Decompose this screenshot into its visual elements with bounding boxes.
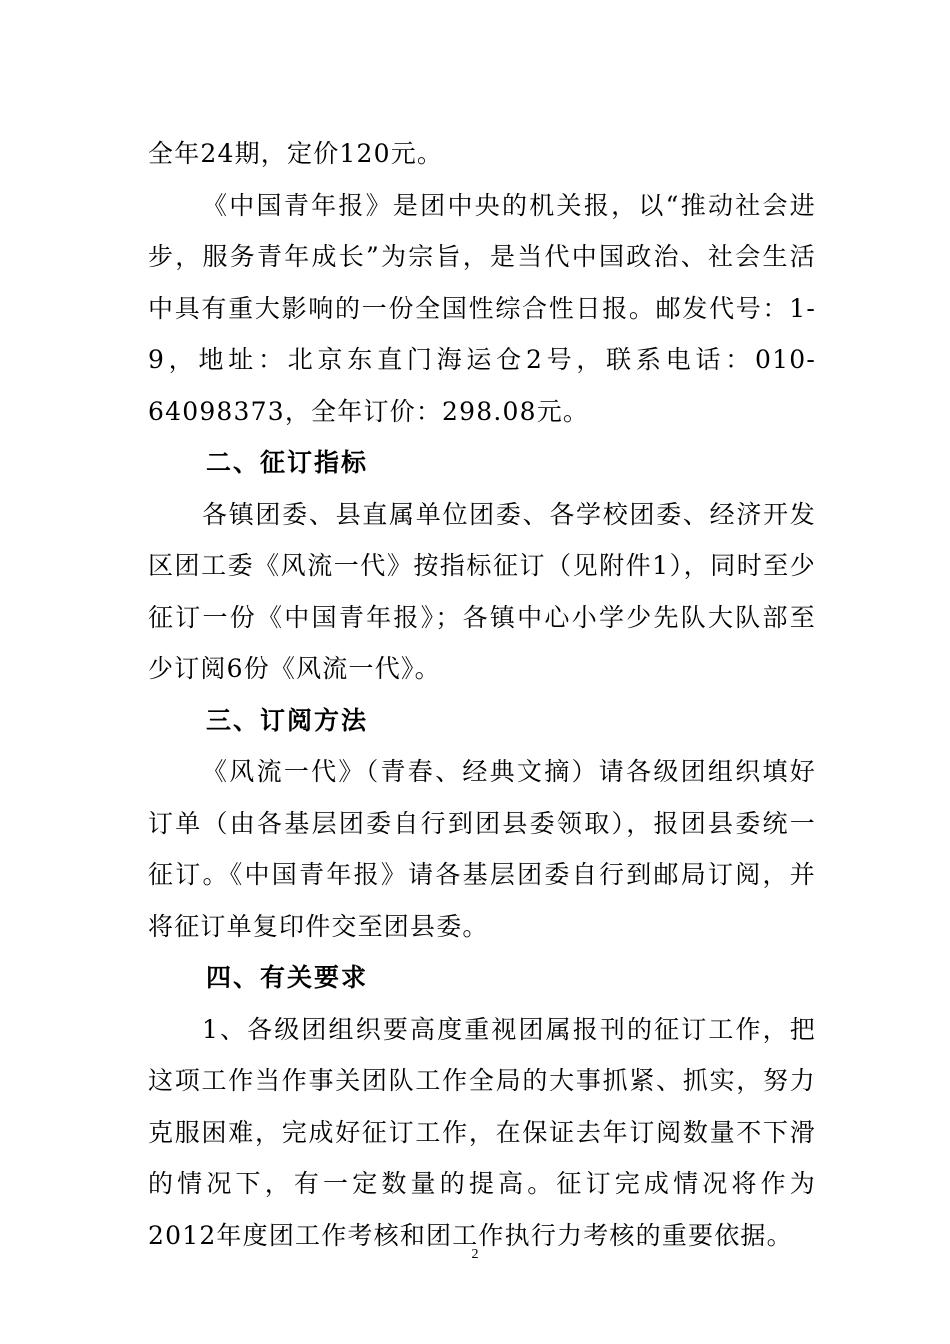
paragraph-subscription-price: 全年24期，定价120元。: [148, 139, 444, 168]
document-body: [148, 128, 816, 1261]
section-heading-quota: 二、征订指标: [206, 448, 369, 477]
section-heading-method: 三、订阅方法: [206, 705, 369, 735]
page-number: 2: [471, 1247, 479, 1262]
paragraph-method: 《风流一代》（青春、经典文摘）请各级团组织填好订单（由各基层团委自行到团县委领取），报团县委统一征订。《中国青年报》请各基层团委自行到邮局订阅，并将征订单复印件交至团县委。: [148, 757, 816, 941]
paragraph-quota: 各镇团委、县直属单位团委、各学校团委、经济开发区团工委《风流一代》按指标征订（见附件1），同时至少征订一份《中国青年报》；各镇中心小学少先队大队部至少订阅6份《风流一代》。: [148, 499, 816, 683]
paragraph-requirement-1: 1、各级团组织要高度重视团属报刊的征订工作，把这项工作当作事关团队工作全局的大事抓紧、抓实，努力克服困难，完成好征订工作，在保证去年订阅数量不下滑的情况下，有一定数量的提高。征订完成情况将作为2012年度团工作考核和团工作执行力考核的重要依据。: [148, 1014, 816, 1250]
paragraph-china-youth-daily: 《中国青年报》是团中央的机关报，以“推动社会进步，服务青年成长”为宗旨，是当代中国政治、社会生活中具有重大影响的一份全国性综合性日报。邮发代号：1-9，地址：北京东直门海运仓2号，联系电话：010-64098373，全年订价：298.08元。: [148, 190, 816, 426]
section-heading-requirements: 四、有关要求: [206, 963, 369, 992]
